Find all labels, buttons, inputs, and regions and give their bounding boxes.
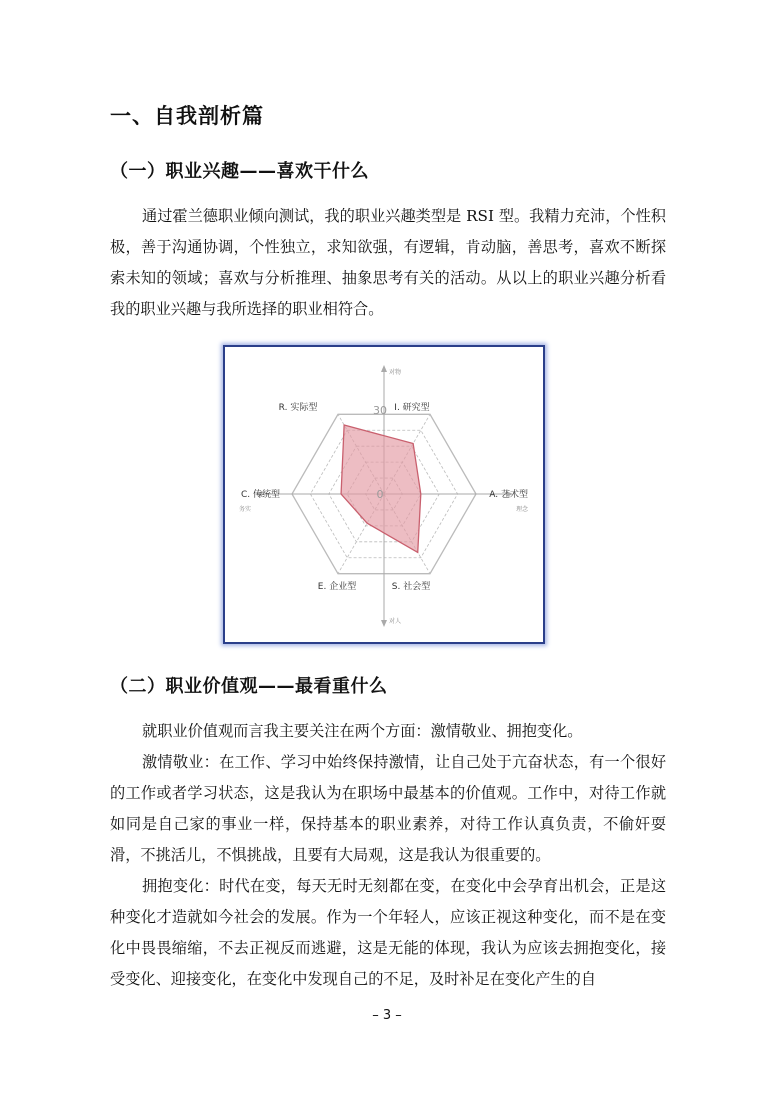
axis-label: C. 传统型 (241, 490, 281, 500)
values-paragraph-change: 拥抱变化：时代在变，每天无时无刻都在变，在变化中会孕育出机会，正是这种变化才造就如今社会的发展。作为一个年轻人，应该正视这种变化，而不是在变化中畏畏缩缩，不去正视反而逃避，这是无能的体现，我认为应该去拥抱变化，接受变化、迎接变化，在变化中发现自己的不足，及时补足在变化产生的自 (110, 877, 666, 988)
holland-radar-chart (223, 345, 545, 644)
axis-label: R. 实际型 (278, 403, 318, 413)
annotation-left: 务实 (239, 506, 252, 513)
section-title: 一、自我剖析篇 (110, 104, 264, 128)
axis-label: E. 企业型 (317, 582, 357, 592)
axis-label: S. 社会型 (391, 582, 431, 592)
values-paragraph-passion: 激情敬业：在工作、学习中始终保持激情，让自己处于亢奋状态，有一个很好的工作或者学习状态，这是我认为在职场中最基本的价值观。工作中，对待工作就如同是自己家的事业一样，保持基本的职业素养，对待工作认真负责，不偷奸耍滑，不挑活儿，不惧挑战，且要有大局观，这是我认为很重要的。 (110, 753, 666, 864)
values-paragraph-intro: 就职业价值观而言我主要关注在两个方面：激情敬业、拥抱变化。 (142, 722, 583, 740)
subsection-title-values: （二）职业价值观——最看重什么 (110, 676, 388, 697)
tick-label-min: 0 (376, 488, 384, 501)
axis-label: I. 研究型 (394, 403, 430, 413)
axis-label: A. 艺术型 (489, 490, 528, 500)
interest-paragraph: 通过霍兰德职业倾向测试，我的职业兴趣类型是 RSI 型。我精力充沛，个性积极，善于沟通协调，个性独立，求知欲强，有逻辑，肯动脑，善思考，喜欢不断探索未知的领域；喜欢与分析推理、抽象思考有关的活动。从以上的职业兴趣分析看我的职业兴趣与我所选择的职业相符合。 (110, 207, 666, 318)
arrow-down (381, 620, 387, 627)
annotation-top: 对物 (389, 369, 402, 376)
subsection-title-interest: （一）职业兴趣——喜欢干什么 (110, 161, 369, 182)
annotation-bottom: 对人 (389, 618, 402, 625)
page-number: – 3 – (372, 1008, 402, 1023)
arrow-up (381, 365, 387, 372)
tick-label-max: 30 (373, 404, 387, 417)
annotation-right: 理念 (515, 506, 528, 513)
radar-svg (225, 347, 543, 642)
